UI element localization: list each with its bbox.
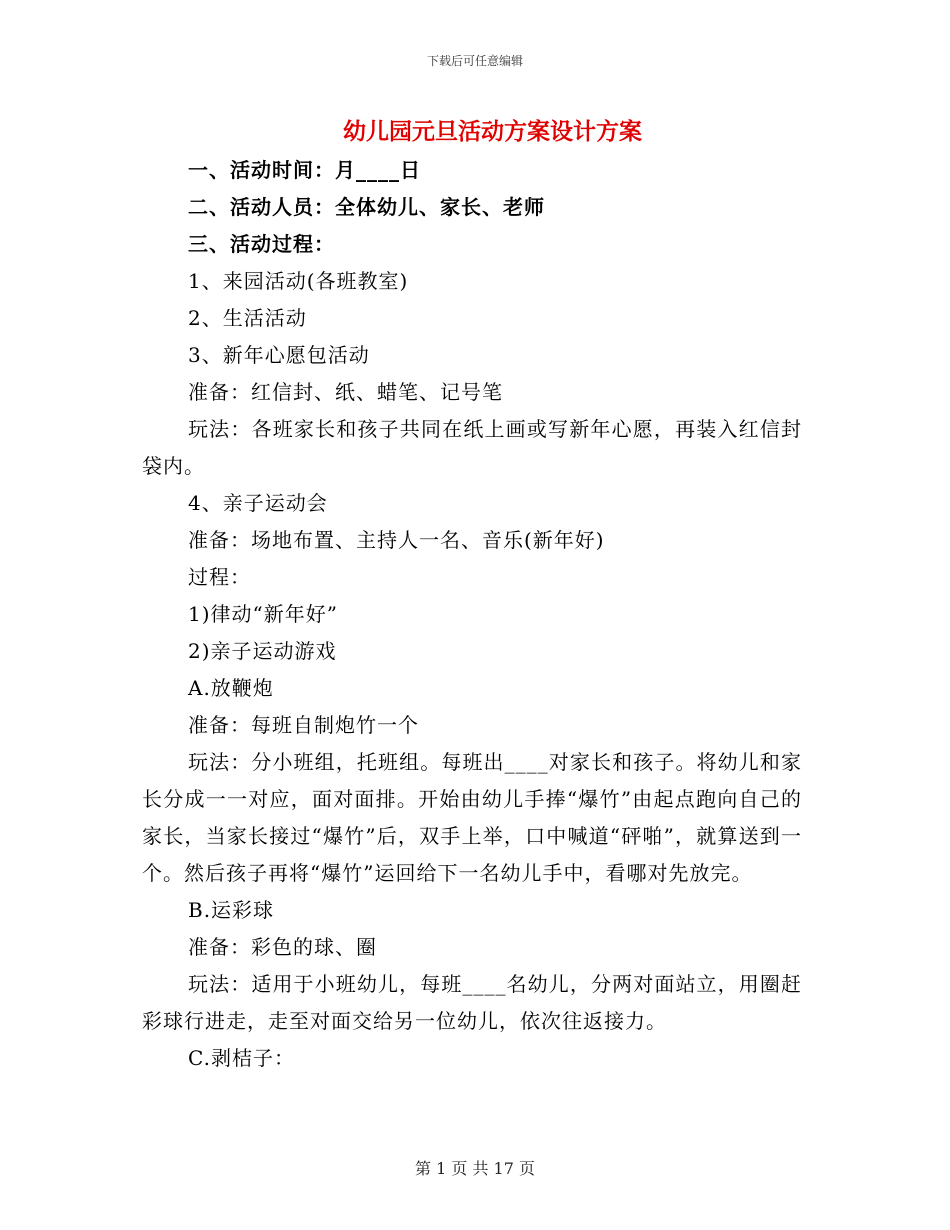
section-activity-time: 一、活动时间：月____日 [188, 158, 421, 182]
paragraph: 2)亲子运动游戏 [188, 639, 337, 663]
paragraph: 玩法：分小班组，托班组。每班出____对家长和孩子。将幼儿和家长分成一一对应，面对面排。开始由幼儿手捧“爆竹”由起点跑向自己的家长，当家长接过“爆竹”后，双手上举，口中喊道“砰啪”，就算送到一个。然后孩子再将“爆竹”运回给下一名幼儿手中，看哪对先放完。 [142, 750, 802, 885]
paragraph: 1)律动“新年好” [188, 602, 338, 626]
paragraph: 准备：每班自制炮竹一个 [188, 713, 419, 737]
document-body [142, 152, 802, 1077]
header-note: 下载后可任意编辑 [426, 54, 523, 68]
section-participants: 二、活动人员：全体幼儿、家长、老师 [188, 195, 545, 219]
paragraph: 玩法：各班家长和孩子共同在纸上画或写新年心愿，再装入红信封袋内。 [142, 417, 802, 478]
paragraph: 准备：红信封、纸、蜡笔、记号笔 [188, 380, 503, 404]
paragraph: 准备：场地布置、主持人一名、音乐(新年好) [188, 528, 605, 552]
page-number: 第 1 页 共 17 页 [415, 1159, 535, 1178]
paragraph: 玩法：适用于小班幼儿，每班____名幼儿，分两对面站立，用圈赶彩球行进走，走至对面交给另一位幼儿，依次往返接力。 [142, 972, 802, 1033]
paragraph: 3、新年心愿包活动 [188, 343, 370, 367]
section-process: 三、活动过程： [188, 232, 335, 256]
paragraph: C.剥桔子： [188, 1046, 295, 1070]
paragraph: A.放鞭炮 [188, 676, 274, 700]
document-title: 幼儿园元旦活动方案设计方案 [343, 119, 642, 145]
paragraph: 1、来园活动(各班教室) [188, 269, 409, 293]
paragraph: 2、生活活动 [188, 306, 307, 330]
paragraph: B.运彩球 [188, 898, 275, 922]
paragraph: 4、亲子运动会 [188, 491, 328, 515]
paragraph: 过程： [188, 565, 251, 589]
paragraph: 准备：彩色的球、圈 [188, 935, 377, 959]
